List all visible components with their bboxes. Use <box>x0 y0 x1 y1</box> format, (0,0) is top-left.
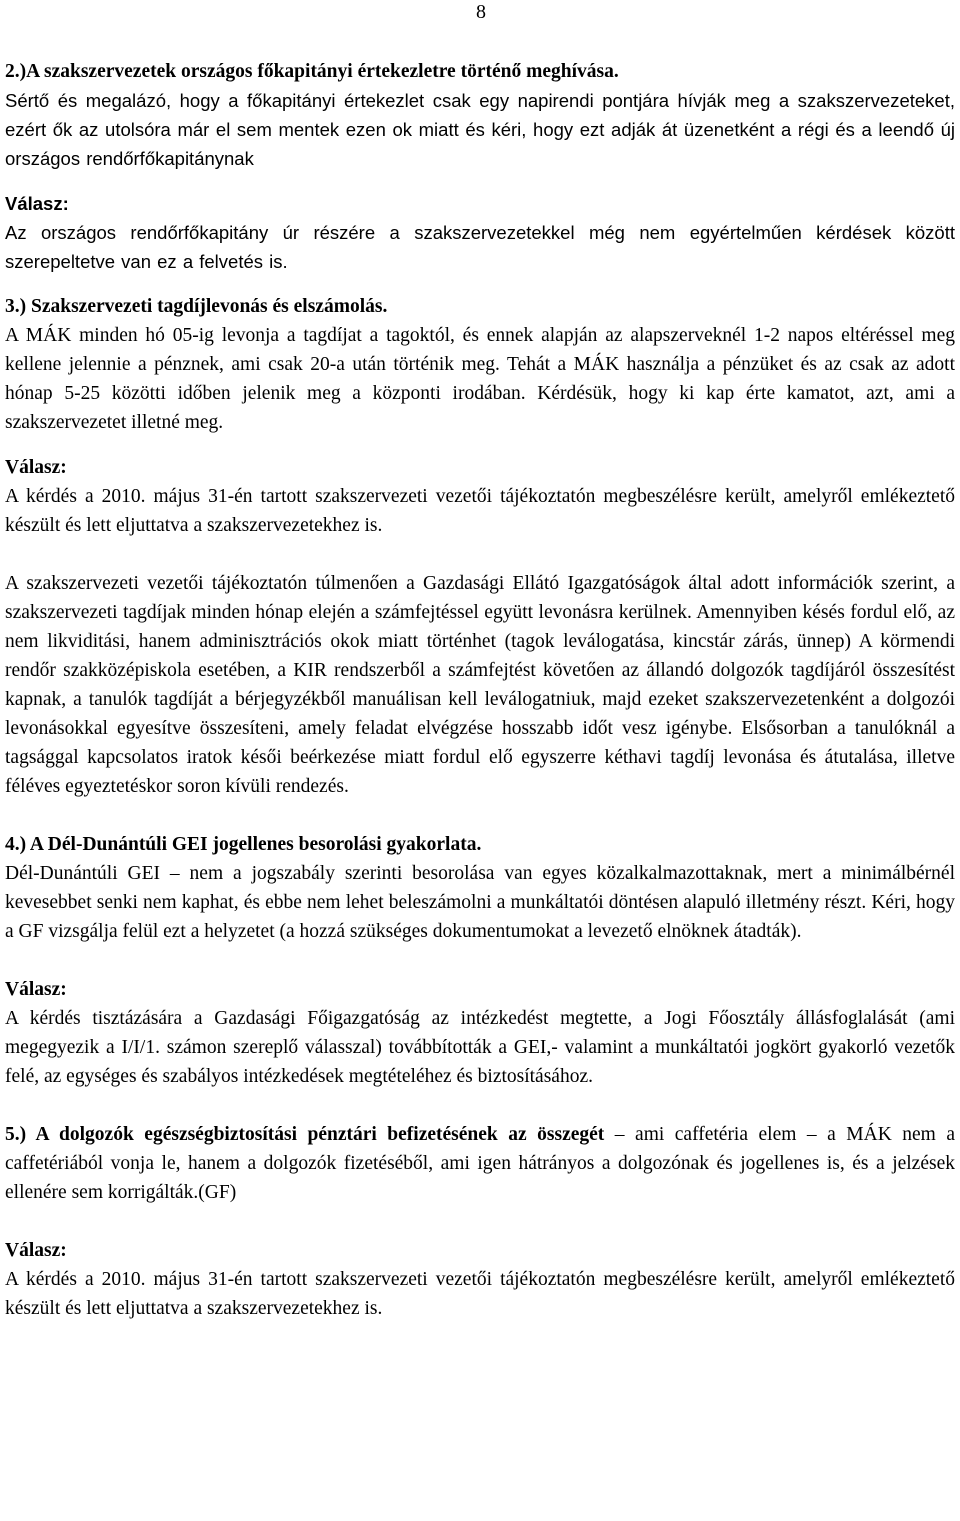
section-4-heading: 4.) A Dél-Dunántúli GEI jogellenes besorolási gyakorlata. <box>5 834 482 855</box>
section-5-paragraph <box>5 1120 955 1207</box>
section-2-heading: 2.)A szakszervezetek országos főkapitányi értekezletre történő meghívása. <box>5 61 619 82</box>
document-body <box>5 57 955 1323</box>
section-3-answer-label: Válasz: <box>5 457 67 478</box>
section-4-body: Dél-Dunántúli GEI – nem a jogszabály szerinti besorolása van egyes közalkalmazottaknak, mert a minimálbérnél kevesebbet senki nem kaphat, és ebbe nem lehet beleszámolni a munkáltatói döntésen alapuló illetmény részt. Kéri, hogy a GF vizsgálja felül ezt a helyzetet (a hozzá szükséges dokumentumokat a levezető elnöknek átadták). <box>5 863 955 942</box>
section-4-answer-label: Válasz: <box>5 979 67 1000</box>
section-5-body: – ami caffetéria elem – a MÁK nem a caffetériából vonja le, hanem a dolgozók fizetéséből, ami igen hátrányos a dolgozónak és jogellenes is, és a jelzések ellenére sem korrigálták.(GF) <box>5 1124 955 1203</box>
section-2-body: Sértő és megalázó, hogy a főkapitányi értekezlet csak egy napirendi pontjára hívják meg a szakszervezeteket, ezért ők az utolsóra már el sem mentek ezen ok miatt és kéri, hogy ezt adják át üzenetként a régi és a leendő új országos rendőrfőkapitánynak <box>5 90 955 169</box>
section-2-answer: Az országos rendőrfőkapitány úr részére a szakszervezetekkel még nem egyértelműen kérdések között szerepeltetve van ez a felvetés is. <box>5 222 955 272</box>
section-3-answer-continued: A szakszervezeti vezetői tájékoztatón túlmenően a Gazdasági Ellátó Igazgatóságok által adott információk szerint, a szakszervezeti tagdíjak minden hónap elején a számfejtéssel együtt levonásra kerülnek. Amennyiben késés fordul elő, az nem likviditási, hanem adminisztrációs okok miatt történhet (tagok leválogatása, kincstár zárás, ünnep) A körmendi rendőr szakközépiskola esetében, a KIR rendszerből a számfejtést követően az állandó dolgozók tagdíjáról összesítést kapnak, a tanulók tagdíját a bérjegyzékből manuálisan kell leválogatniuk, majd ezeket szakszervezetenként a dolgozói levonásokkal egyesítve összesíteni, amely feladat elvégzése hosszabb időt vesz igénybe. Elsősorban a tanulóknál a tagsággal kapcsolatos iratok késői beérkezése miatt fordul elő egyszerre kéthavi tagdíj levonása és átutalása, illetve féléves egyeztetéskor soron kívüli rendezés. <box>5 573 955 797</box>
section-3-body: A MÁK minden hó 05-ig levonja a tagdíjat a tagoktól, és ennek alapján az alapszerveknél 1-2 napos eltéréssel meg kellene jelennie a pénznek, ami csak 20-a után történik meg. Tehát a MÁK használja a pénzüket és az csak az adott hónap 5-25 közötti időben jelenik meg a központi irodában. Kérdésük, hogy ki kap érte kamatot, azt, ami a szakszervezetet illetné meg. <box>5 325 955 433</box>
section-5-answer-label: Válasz: <box>5 1240 67 1261</box>
section-3-heading: 3.) Szakszervezeti tagdíjlevonás és elszámolás. <box>5 296 388 317</box>
page-number: 8 <box>476 1 486 23</box>
section-3-answer: A kérdés a 2010. május 31-én tartott szakszervezeti vezetői tájékoztatón megbeszélésre került, amelyről emlékeztető készült és lett eljuttatva a szakszervezetekhez is. <box>5 486 955 536</box>
section-4-answer: A kérdés tisztázására a Gazdasági Főigazgatóság az intézkedést megtette, a Jogi Főosztály állásfoglalását (ami megegyezik a I/I/1. számon szereplő válasszal) továbbították a GEI,- valamint a munkáltatói jogkört gyakorló vezetők felé, az egységes és szabályos intézkedések megtételéhez és biztosításához. <box>5 1008 955 1087</box>
section-2-answer-label: Válasz: <box>5 193 69 214</box>
section-5-heading: 5.) A dolgozók egészségbiztosítási pénztári befizetésének az összegét <box>5 1124 605 1145</box>
section-5-answer: A kérdés a 2010. május 31-én tartott szakszervezeti vezetői tájékoztatón megbeszélésre került, amelyről emlékeztető készült és lett eljuttatva a szakszervezetekhez is. <box>5 1269 955 1319</box>
